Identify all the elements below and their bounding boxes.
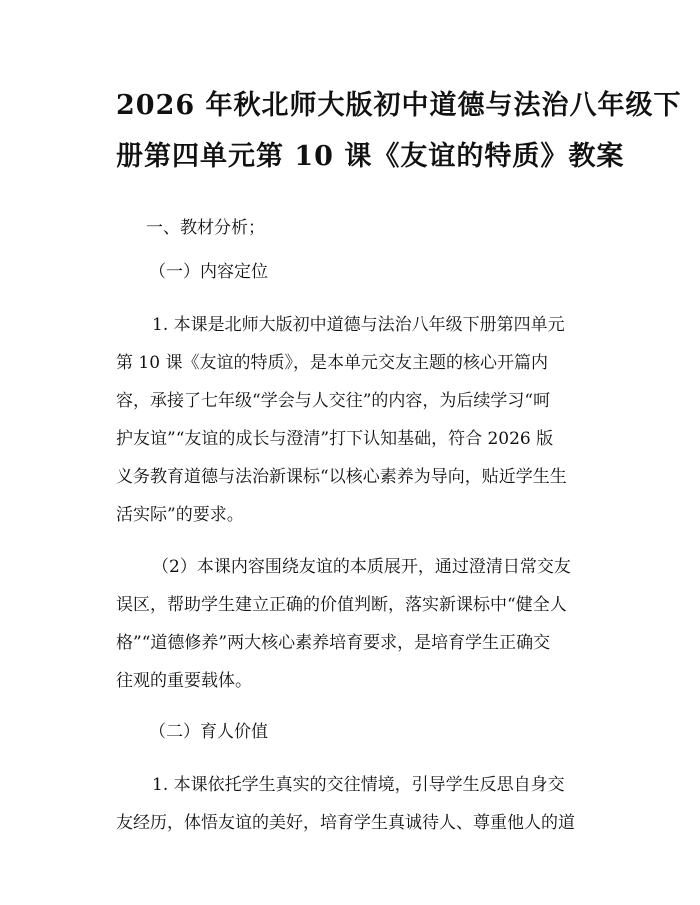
paragraph-line: 护友谊”“友谊的成长与澄清”打下认知基础，符合 2026 版 (116, 429, 554, 449)
paragraph-line: 友经历，体悟友谊的美好，培育学生真诚待人、尊重他人的道 (116, 813, 575, 833)
paragraph-line: 活实际”的要求。 (116, 505, 244, 525)
paragraph-2 (116, 548, 596, 700)
paragraph-line: 1. 本课是北师大版初中道德与法治八年级下册第四单元 (152, 315, 565, 335)
paragraph-line: （2）本课内容围绕友谊的本质展开，通过澄清日常交友 (152, 557, 571, 577)
paragraph-line: 义务教育道德与法治新课标“以核心素养为导向，贴近学生生 (116, 467, 567, 487)
subsection-heading-educational-value: （二）育人价值 (149, 722, 268, 742)
document-title (116, 80, 682, 182)
title-line: 册第四单元第 10 课《友谊的特质》教案 (116, 141, 625, 172)
paragraph-3 (116, 766, 596, 842)
section-heading-textbook-analysis: 一、教材分析； (146, 218, 265, 238)
paragraph-line: 往观的重要载体。 (116, 671, 252, 691)
paragraph-line: 容，承接了七年级“学会与人交往”的内容，为后续学习“呵 (116, 391, 551, 411)
paragraph-line: 误区，帮助学生建立正确的价值判断，落实新课标中“健全人 (116, 595, 567, 615)
paragraph-line: 第 10 课《友谊的特质》，是本单元交友主题的核心开篇内 (116, 353, 548, 373)
paragraph-line: 格”“道德修养”两大核心素养培育要求，是培育学生正确交 (116, 633, 551, 653)
subsection-heading-content-positioning: （一）内容定位 (149, 262, 268, 282)
paragraph-1 (116, 306, 596, 534)
title-line: 2026 年秋北师大版初中道德与法治八年级下 (116, 90, 682, 121)
paragraph-line: 1. 本课依托学生真实的交往情境，引导学生反思自身交 (152, 775, 565, 795)
